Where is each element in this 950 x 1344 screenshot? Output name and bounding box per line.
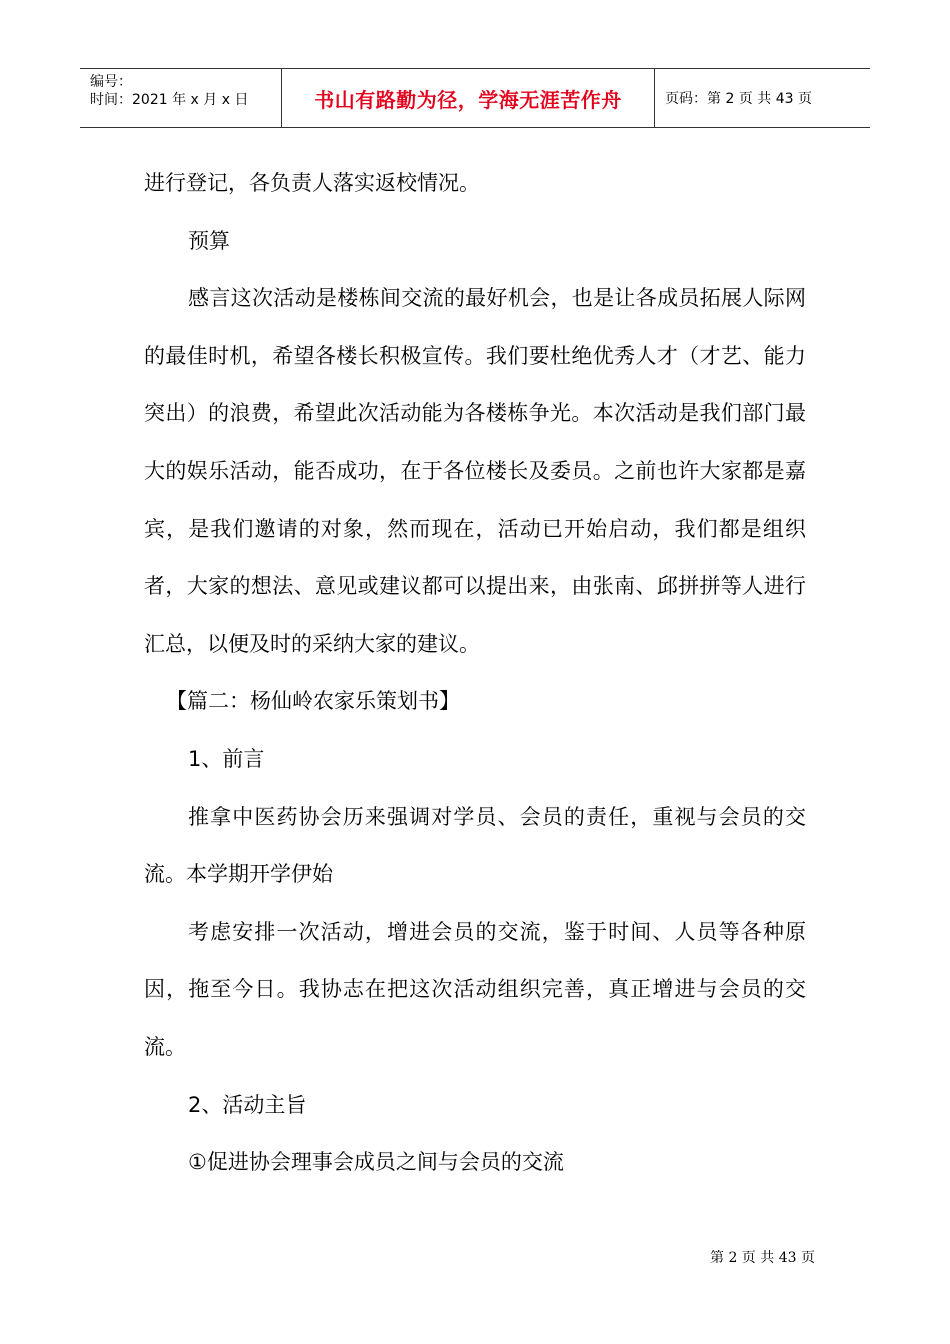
list-item: ①促进协会理事会成员之间与会员的交流: [188, 1150, 564, 1175]
header-page-info: 页码：第 2 页 共 43 页: [665, 91, 812, 107]
paragraph: 考虑安排一次活动，增进会员的交流，鉴于时间、人员等各种原因，拖至今日。我协志在把这次活动组织完善，真正增进与会员的交流。: [144, 919, 806, 1059]
header-motto: 书山有路勤为径，学海无涯苦作舟: [282, 69, 655, 127]
section-heading: 2、活动主旨: [188, 1092, 307, 1117]
paragraph: 感言这次活动是楼栋间交流的最好机会，也是让各成员拓展人际网的最佳时机，希望各楼长积极宣传。我们要杜绝优秀人才（才艺、能力突出）的浪费，希望此次活动能为各楼栋争光。本次活动是我们部门最大的娱乐活动，能否成功，在于各位楼长及委员。之前也许大家都是嘉宾，是我们邀请的对象，然而现在，活动已开始启动，我们都是组织者，大家的想法、意见或建议都可以提出来，由张南、邱拼拼等人进行汇总，以便及时的采纳大家的建议。: [144, 286, 806, 656]
page-header: [80, 68, 870, 128]
time-label: 时间：2021 年 x 月 x 日: [90, 92, 249, 108]
paragraph: 进行登记，各负责人落实返校情况。: [144, 171, 480, 195]
document-body: [144, 155, 806, 1192]
paragraph: 预算: [188, 228, 230, 253]
number-label: 编号：: [90, 74, 132, 90]
header-meta: [80, 69, 282, 127]
section-heading: 1、前言: [188, 746, 265, 771]
paragraph: 推拿中医药协会历来强调对学员、会员的责任，重视与会员的交流。本学期开学伊始: [144, 804, 806, 887]
page-footer: 第 2 页 共 43 页: [710, 1250, 815, 1266]
section-title: 【篇二：杨仙岭农家乐策划书】: [166, 689, 460, 714]
